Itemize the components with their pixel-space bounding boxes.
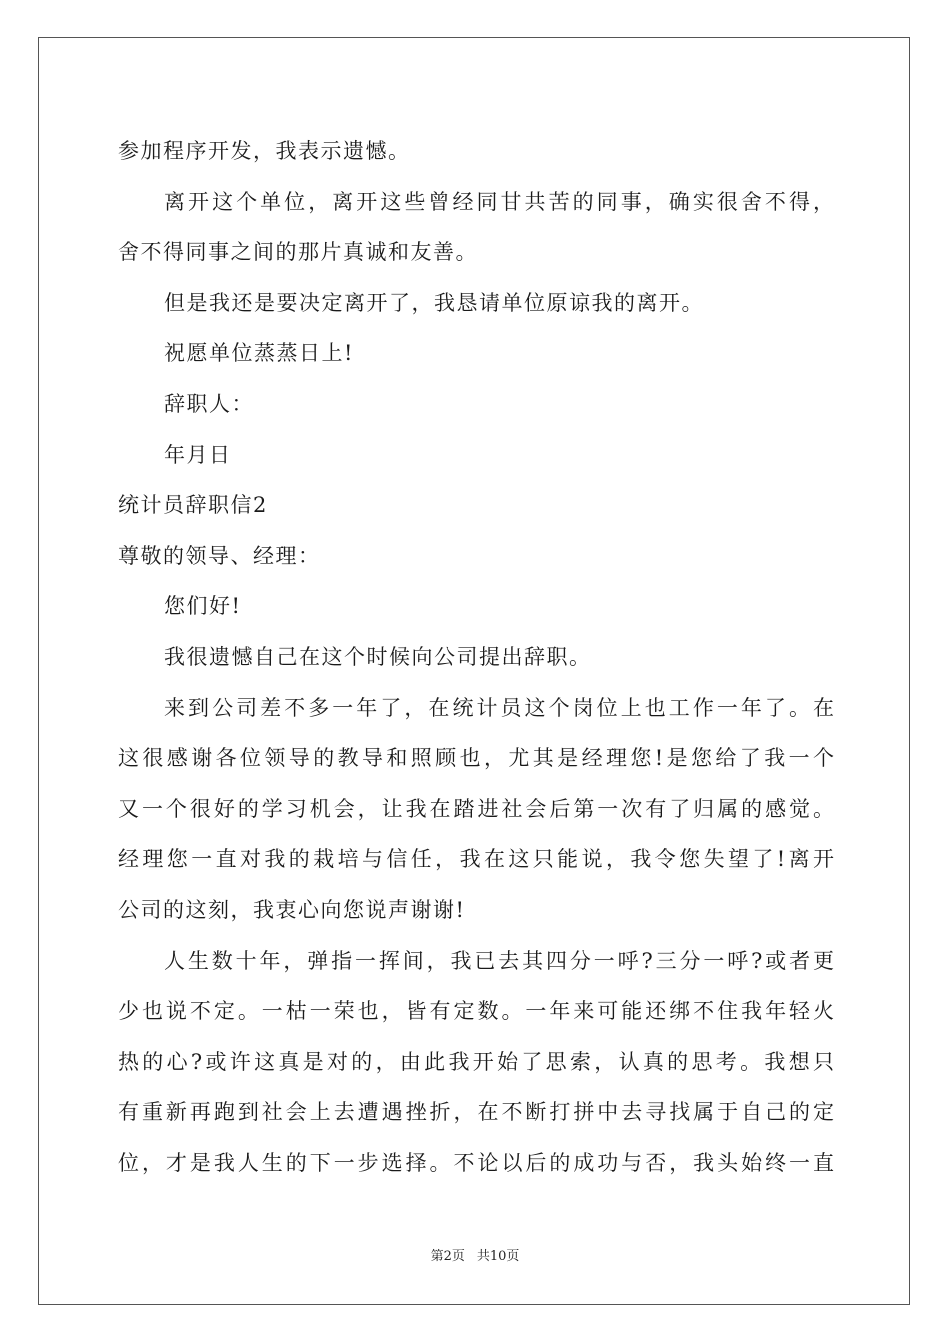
text-line: 您们好! — [164, 594, 242, 619]
text-line: 但是我还是要决定离开了，我恳请单位原谅我的离开。 — [164, 290, 704, 315]
text-line: 来到公司差不多一年了，在统计员这个岗位上也工作一年了。在 — [164, 695, 834, 720]
page-total: 共10页 — [476, 1249, 520, 1264]
text-line: 参加程序开发，我表示遗憾。 — [118, 139, 411, 163]
text-line: 经理您一直对我的栽培与信任，我在这只能说，我令您失望了!离开 — [118, 847, 834, 872]
text-line: 热的心?或许这真是对的，由此我开始了思索，认真的思考。我想只 — [118, 1049, 834, 1074]
text-line: 位，才是我人生的下一步选择。不论以后的成功与否，我头始终一直 — [118, 1150, 834, 1175]
text-line: 又一个很好的学习机会，让我在踏进社会后第一次有了归属的感觉。 — [118, 796, 834, 821]
text-line: 辞职人： — [164, 391, 254, 416]
text-line: 年月日 — [164, 442, 232, 467]
text-line: 离开这个单位，离开这些曾经同甘共苦的同事，确实很舍不得， — [164, 189, 834, 214]
text-line: 少也说不定。一枯一荣也，皆有定数。一年来可能还绑不住我年轻火 — [118, 999, 834, 1024]
page-footer — [0, 1245, 950, 1264]
text-line: 舍不得同事之间的那片真诚和友善。 — [118, 240, 478, 265]
document-body — [118, 126, 834, 1188]
page-number: 第2页 — [430, 1249, 465, 1264]
text-line: 人生数十年，弹指一挥间，我已去其四分一呼?三分一呼?或者更 — [164, 948, 834, 973]
text-line: 有重新再跑到社会上去遭遇挫折，在不断打拼中去寻找属于自己的定 — [118, 1100, 834, 1125]
text-line: 这很感谢各位领导的教导和照顾也，尤其是经理您!是您给了我一个 — [118, 746, 834, 771]
text-line: 统计员辞职信2 — [118, 493, 268, 518]
text-line: 公司的这刻，我衷心向您说声谢谢! — [118, 897, 466, 922]
text-line: 祝愿单位蒸蒸日上! — [164, 341, 354, 366]
text-line: 尊敬的领导、经理： — [118, 543, 321, 568]
text-line: 我很遗憾自己在这个时候向公司提出辞职。 — [164, 644, 592, 669]
